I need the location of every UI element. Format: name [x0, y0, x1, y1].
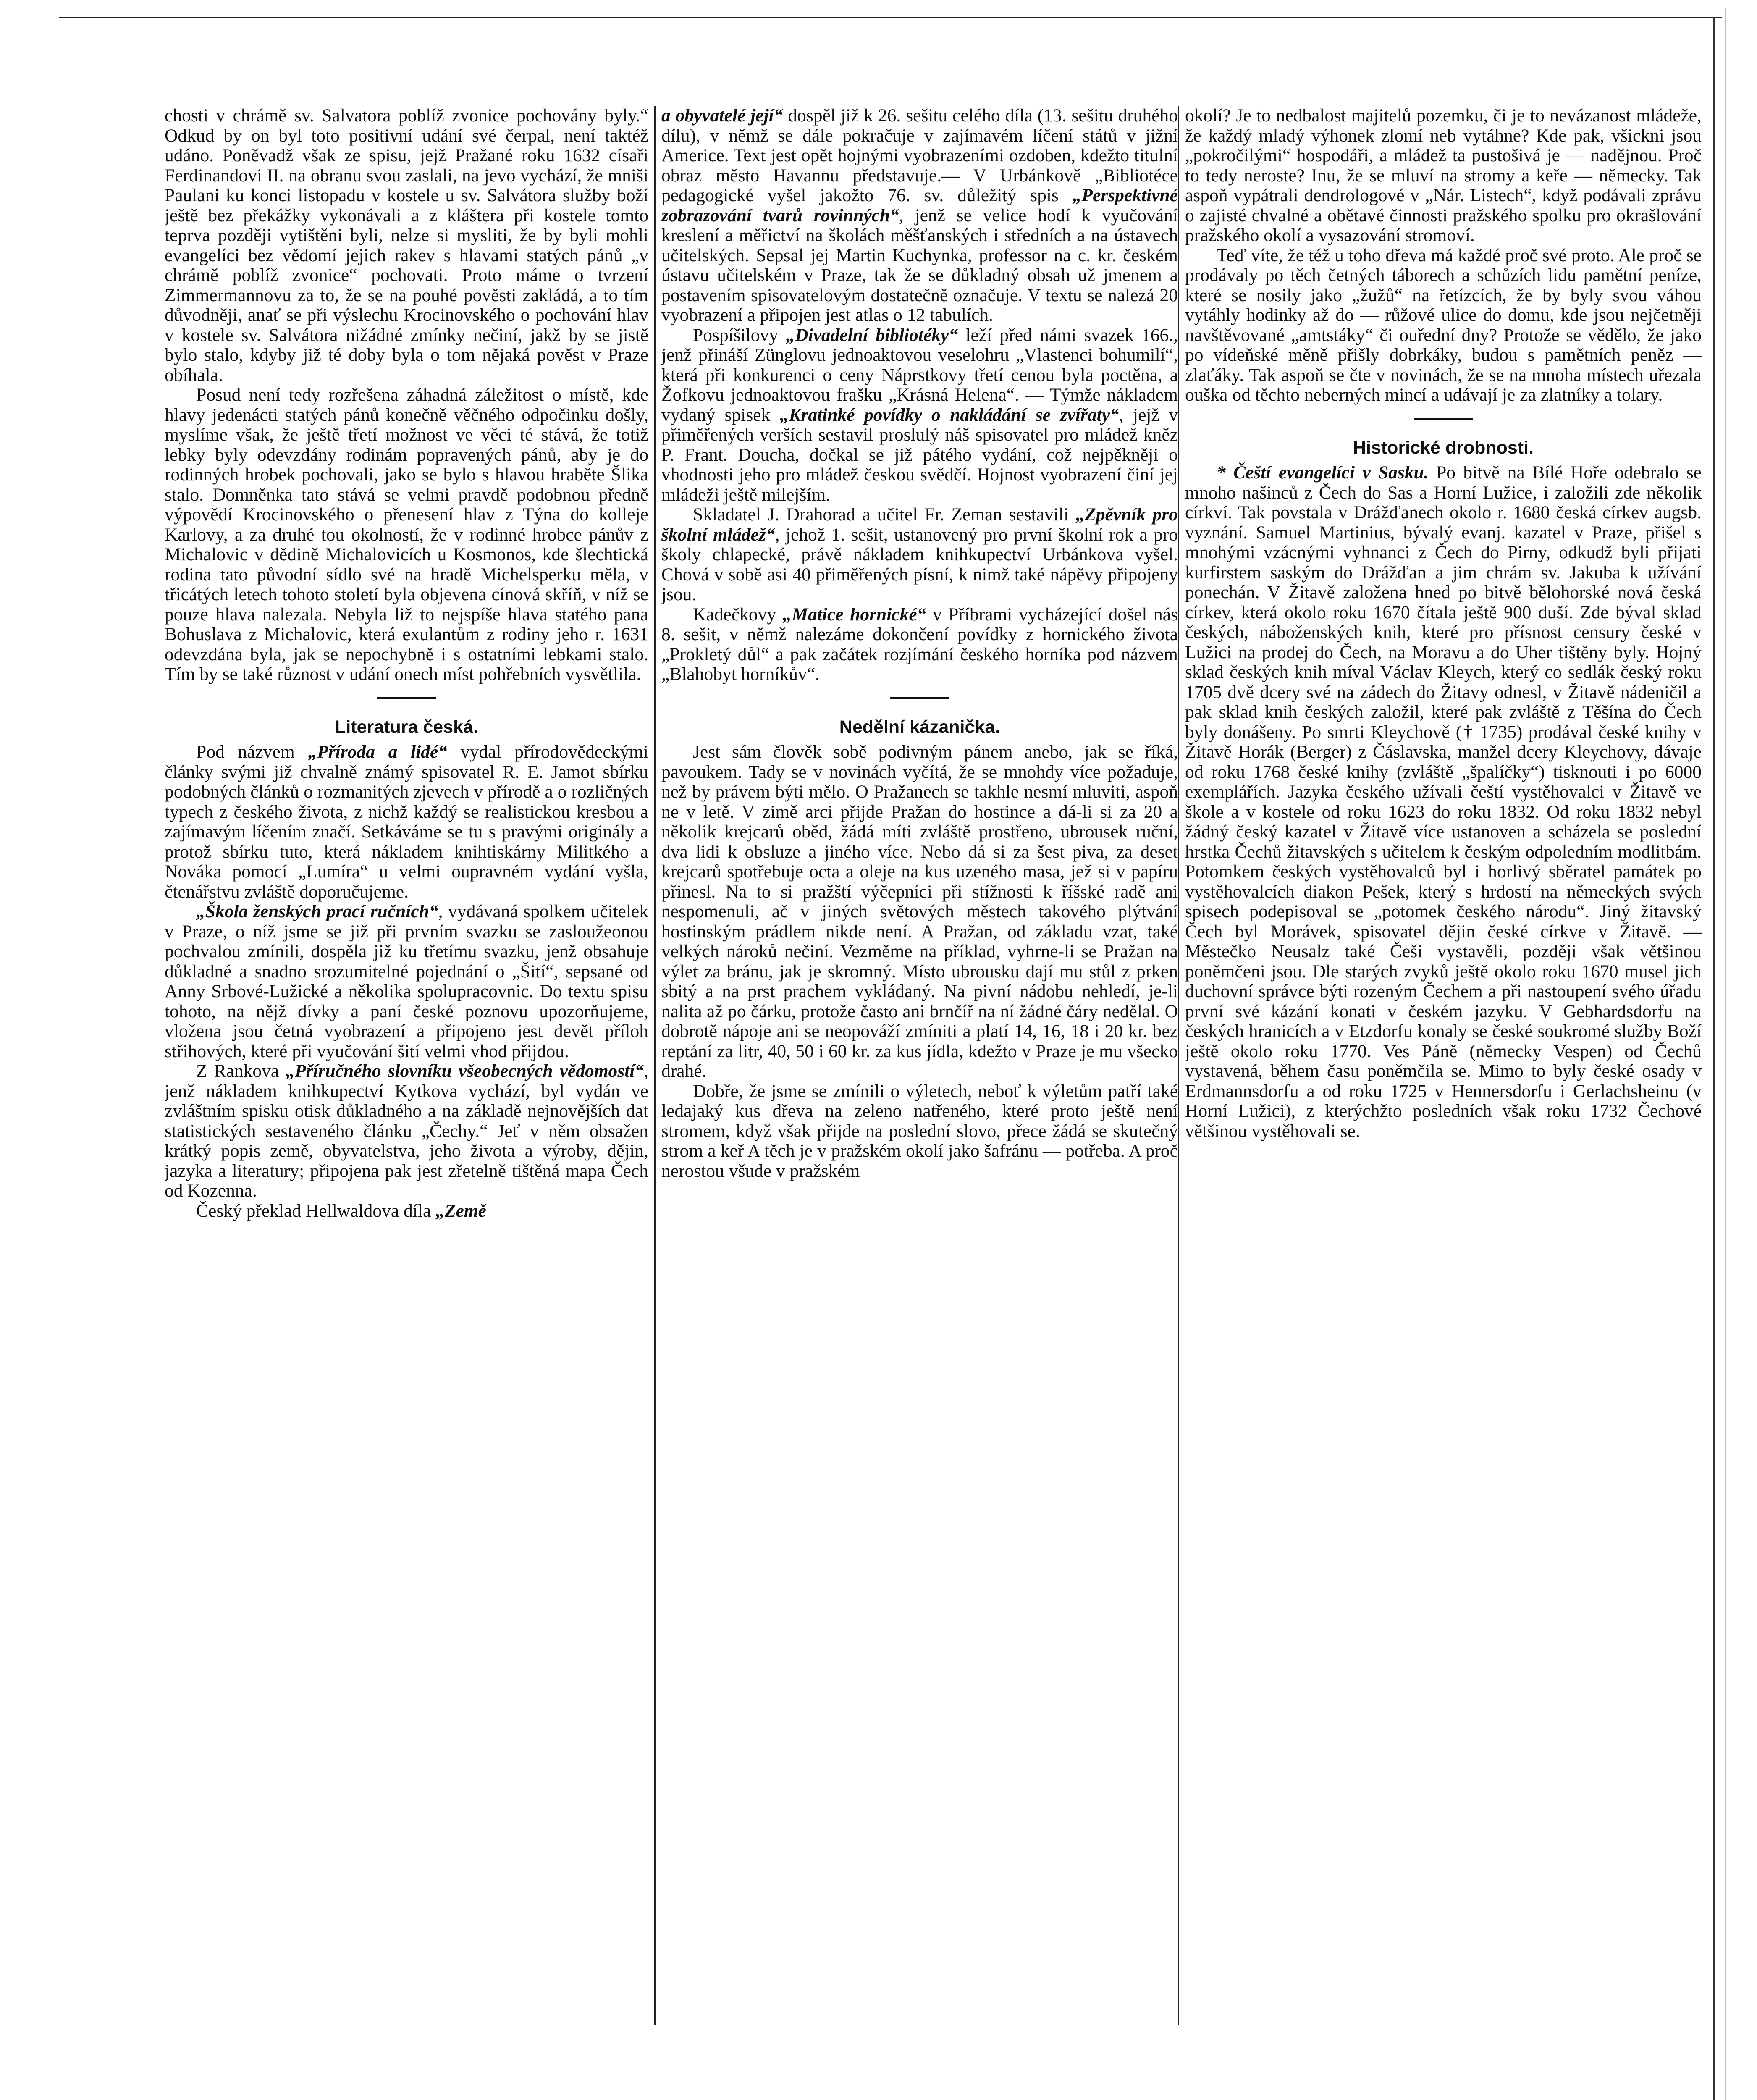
paragraph: Pod názvem „Příroda a lidé“ vydal přírodovědeckými články svými již chvalně známý spisovatel R. E. Jamot sbírku podobných článků o rozmanitých zjevech v přírodě a o rozličných typech z českého života, z nichž každý se realistickou kresbou a zajímavým líčením značí. Setkáváme se tu s pravými originály a protož sbírku tuto, která nákladem knihtiskárny Militkého a Nováka pomocí „Lumíra“ u velmi oupravném vydání vyšla, čtenářstvu zvláště doporučujeme. [165, 742, 648, 902]
paragraph: Teď víte, že též u toho dřeva má každé proč své proto. Ale proč se prodávaly po těch četných táborech a schůzích lidu pamětní peníze, které se nosily jako „žužů“ na řetízcích, že by byly svou váhou vytáhly hodinky až do — růžové ulice do domu, kde jsou nejčetněji navštěvované „amtstáky“ či ouřední dny? Protože se vědělo, že jako po vídeňské měně přišly dobrkáky, budou s pamětních peněz — zlaťáky. Tak aspoň se čte v novinách, že se na mnoha místech uřezala ouška od těchto neberných mincí a udávají je za zlatníky a tolary. [1185, 245, 1702, 405]
page-edge-outer [1725, 8, 1726, 2100]
paragraph: Český překlad Hellwaldova díla „Země [196, 1200, 486, 1221]
paragraph: „Škola ženských prací ručních“, vydávaná spolkem učitelek v Praze, o níž jsme se již při prvním svazku se zasloužeonou pochvalou zmínili, dospěla již ku třetímu svazku, jenž obsahuje důkladné a snadno srozumitelné pojednání o „Šití“, sepsané od Anny Srbové-Lužické a několika spolupracovnic. Do textu spisu tohoto, na nějž dívky a paní české poznovu upozorňujeme, vložena jsou četná vyobrazení a připojeno jest devět příloh střihových, které při vyučování šití velmi vhod přijdou. [165, 901, 648, 1061]
section-divider [890, 697, 949, 699]
paragraph: * Čeští evangelíci v Sasku. Po bitvě na Bílé Hoře odebralo se mnoho našinců z Čech do Sas a Horní Lužice, i založili zde několik církví. Tak povstala v Drážďanech okolo r. 1680 česká církev augsb. vyznání. Samuel Martinius, bývalý evanj. kazatel v Praze, přišel s mnohými vzácnými vyhnanci z Čech do Pirny, odkudž byli přijati kurfirstem saským do Drážďan a jim chrám sv. Jakuba k užívání ponechán. V Žitavě založena hned po bitvě bělohorské nová česká církev, která okolo roku 1670 čítala ještě 900 duší. Zde býval sklad českých, náboženských knih, které pro přísnost censury české v Lužici na prodej do Čech, na Moravu a do Uher tištěny byly. Hojný sklad českých knih míval Václav Kleych, který co sedlák český roku 1705 dvě dcery své na zádech do Žitavy odnesl, v Žitavě nádeničil a pak sklad knih českých založil, které pak zvláště z Těšína do Čech byly donášeny. Po smrti Kleychově († 1735) prodával české knihy v Žitavě Horák (Berger) z Čáslavska, manžel dcery Kleychovy, dávaje od roku 1768 české knihy (zvláště „špalíčky“) tisknouti i po 6000 exemplářích. Jazyka českého užívali čeští vystěhovalci v Žitavě ve škole a v kostele od roku 1623 do roku 1832. Od roku 1832 nebyl žádný český kazatel v Žitavě více ustanoven a scházela se poslední hrstka Čechů žitavských s učitelem k českým odpoledním modlitbám. Potomkem českých vystěhovalců byl i horlivý sběratel památek po vystěhovalcích diakon Pešek, který s hrdostí na německých svých spisech podepisoval se „potomek českého národu“. Jiný žitavský Čech byl Morávek, spisovatel dějin české církve v Žitavě. — Městečko Neusalz také Češi vystavěli, později však většinou poněmčeni jsou. Dle starých zvyků ještě okolo roku 1670 musel jich duchovní správce býti rozeným Čechem a při nastoupení svého úřadu první své kázání konati v českém jazyku. V Gebhardsdorfu na českých hranicích a v Etzdorfu konaly se české soukromé služby Boží ještě okolo roku 1770. Ves Páně (německy Vespen) od Čechů vystavená, během času poněmčila se. Mimo to byly české osady v Erdmannsdorfu a od roku 1725 v Hennersdorfu i Gerlachsheinu (v Horní Lužici), z kterýchžto posledních však roku 1732 Čechové většinou vystěhovali se. [1185, 462, 1702, 1141]
section-divider [1414, 418, 1473, 420]
column-rule-2 [1178, 106, 1179, 2025]
paragraph: a obyvatelé její“ dospěl již k 26. sešitu celého díla (13. sešitu druhého dílu), v němž se dále pokračuje v zajímavém líčení států v jižní Americe. Text jest opět hojnými vyobrazeními ozdoben, kdežto titulní obraz město Havannu představuje.— V Urbánkově „Bibliotéce pedagogické vyšel jakožto 76. sv. důležitý spis „Perspektivné zobrazování tvarů rovinných“, jenž se velice hodí k vyučování kreslení a měřictví na školách měšťanských i středních a na ústavech učitelských. Sepsal jej Martin Kuchynka, professor na c. kr. českém ústavu učitelském v Praze, tak že se důkladný obsah už jmenem a postavením spisovatelovým dostatečně označuje. V textu se nalezá 20 vyobrazení a připojen jest atlas o 12 tabulích. [661, 106, 1178, 325]
column-3 [1185, 106, 1702, 2088]
paragraph: Z Rankova „Příručného slovníku všeobecných vědomostí“, jenž nákladem knihkupectví Kytkova vychází, byl vydán ve zvláštním spisku otisk důkladného a na základě nejnovějších dat statistických sestaveného článku „Čechy.“ Jeť v něm obsažen krátký popis země, obyvatelstva, jeho života a výroby, dějin, jazyka a literatury; připojena pak jest zřetelně tištěná mapa Čech od Kozenna. [165, 1061, 648, 1201]
section-heading: Literatura česká. [335, 717, 478, 737]
section-divider [377, 697, 436, 699]
section-heading: Nedělní kázanička. [839, 717, 1000, 737]
column-rule-1 [654, 106, 656, 2025]
column-2 [661, 106, 1178, 2088]
paragraph: okolí? Je to nedbalost majitelů pozemku, či je to nevázanost mládeže, že každý mladý výhonek zlomí neb vytáhne? Kde pak, všickni jsou „pokročilými“ hospodáři, a mládež ta pustošivá je — nadějnou. Proč to tedy neroste? Inu, že se mluví na stromy a keře — německy. Tak aspoň vypátrali dendrologové v „Nár. Listech“, když podávali zprávu o zajisté chvalné a obětavé činnosti pražského spolku pro okrašlování pražského okolí a vysazování stromoví. [1185, 106, 1702, 245]
paragraph: Jest sám člověk sobě podivným pánem anebo, jak se říká, pavoukem. Tady se v novinách vyčítá, že se mnohdy více požaduje, než by právem býti mělo. O Pražanech se takhle nesmí mluviti, aspoň ne v letě. V zimě arci přijde Pražan do hostince a dá-li si za 20 a několik krejcarů oběd, žádá míti zvláště prostřeno, ubrousek ruční, dva lidi k obsluze a jiného více. Nebo dá si za šest piva, za deset krejcarů spotřebuje octa a oleje na kus uzeného masa, jež si v papíru přinesl. Na to si pražští výčepníci při stížnosti k říšské radě ani nespomenuli, ač v jiných světových městech takového plýtvání hostinským prádlem nikde není. A Pražan, od základu vzat, také velkých nároků nečiní. Vezměme na příklad, vyhrne-li se Pražan na výlet za bránu, jak je skromný. Místo ubrousku dají mu stůl z prken sbitý a na prst prachem vykládaný. Na pivní nádobu nehledí, je-li nalita až po čárku, protože často ani brnčíř na ní žádné čáry nedělal. O dobrotě nápoje ani se neopováží zmíniti a platí 14, 16, 18 i 20 kr. bez reptání za litr, 40, 50 i 60 kr. za kus jídla, kdežto v Praze je mu všecko drahé. [661, 742, 1178, 1081]
page-edge-top [59, 17, 1722, 18]
column-1 [165, 106, 648, 2088]
paragraph: Skladatel J. Drahorad a učitel Fr. Zeman sestavili „Zpěvník pro školní mládež“, jehož 1. sešit, ustanovený pro první školní rok a pro školy chlapecké, právě nákladem knihkupectví Urbánkova vyšel. Chová v sobě asi 40 přiměřených písní, k nimž také nápěvy připojeny jsou. [661, 504, 1178, 604]
paragraph: chosti v chrámě sv. Salvatora poblíž zvonice pochovány byly.“ Odkud by on byl toto positivní udání své čerpal, není taktéž udáno. Poněvadž však ze spisu, jejž Pražané roku 1632 císaři Ferdinandovi II. na obranu svou zaslali, na jevo vychází, že mniši Paulani ku konci listopadu v kostele u sv. Salvátora služby boží ještě bez překážky vykonávali a z kláštera při kostele tomto teprva později vytištěni byli, nelze si mysliti, že by byli mohli evangelíci bez vědomí jejich rakev s hlavami statých pánů „v chrámě poblíž zvonice“ pochovati. Proto máme o tvrzení Zimmermannovu za to, že se na pouhé pověsti zakládá, a to tím důvodněji, anať se při výslechu Krocinovského o pochování hlav v kostele sv. Salvátora nižádné zmínky nečiní, jakž by se jistě bylo stalo, kdyby již té doby byla o tom nějaká pověst v Praze obíhala. [165, 106, 648, 385]
paragraph: Posud není tedy rozřešena záhadná záležitost o místě, kde hlavy jedenácti statých pánů konečně věčného odpočinku došly, myslíme však, že ještě třetí možnost ve věci té stává, že totiž lebky byly odevzdány rodinám popravených pánů, aby je do rodinných hrobek pochovali, jako se bylo s hlavou hraběte Šlika stalo. Domněnka tato stává se velmi pravdě podobnou předně výpovědí Krocinovského o přenesení hlav z Týna do kolleje Karlovy, a za druhé tou okolností, že v rodinné hrobce pánův z Michalovic v dědině Michalovicích u Kosmonos, kde šlechtická rodina tato původní sídlo své na hradě Michelsperku měla, v třicátých letech tohoto století byla objevena cínová skříň, v níž se pouze hlava nalezala. Nebyla liž to nejspíše hlava statého pana Bohuslava z Michalovic, která exulantům z rodiny jeho r. 1631 odevzdána byla, jak se nepochybně i s ostatními lebkami stalo. Tím by se také různost v udání onech míst pohřebních vysvětlila. [165, 385, 648, 684]
paragraph: Kadečkovy „Matice hornické“ v Příbrami vycházející došel nás 8. sešit, v němž nalezáme dokončení povídky z hornického života „Prokletý důl“ a pak začátek rozjímání českého horníka pod názvem „Blahobyt horníkův“. [661, 604, 1178, 684]
paragraph: Dobře, že jsme se zmínili o výletech, neboť k výletům patří také ledajaký kus dřeva na zeleno natřeného, které proto ještě není stromem, když však přijde na poslední slovo, přece žádá se skutečný strom a keř A těch je v pražském okolí jako šafránu — potřeba. A proč nerostou všude v pražském [661, 1081, 1178, 1181]
section-heading: Historické drobnosti. [1353, 437, 1534, 458]
page-edge-right [1713, 17, 1715, 2100]
paragraph: Pospíšilovy „Divadelní bibliotéky“ leží před námi svazek 166., jenž přináší Zünglovu jednoaktovou veselohru „Vlastenci bohumilí“, která při konkurenci o ceny Náprstkovy třetí cenou byla poctěna, a Žofkovu jednoaktovou frašku „Krásná Helena“. — Týmže nákladem vydaný spisek „Kratinké povídky o nakládání se zvířaty“, jejž v přiměřených verších sestavil proslulý náš spisovatel pro mládež kněz P. Frant. Doucha, dočkal se již pátého vydání, což nejpěkněji o vhodnosti jeho pro mládež českou svědčí. Hojnost vyobrazení činí jej mládeži ještě milejším. [661, 325, 1178, 505]
